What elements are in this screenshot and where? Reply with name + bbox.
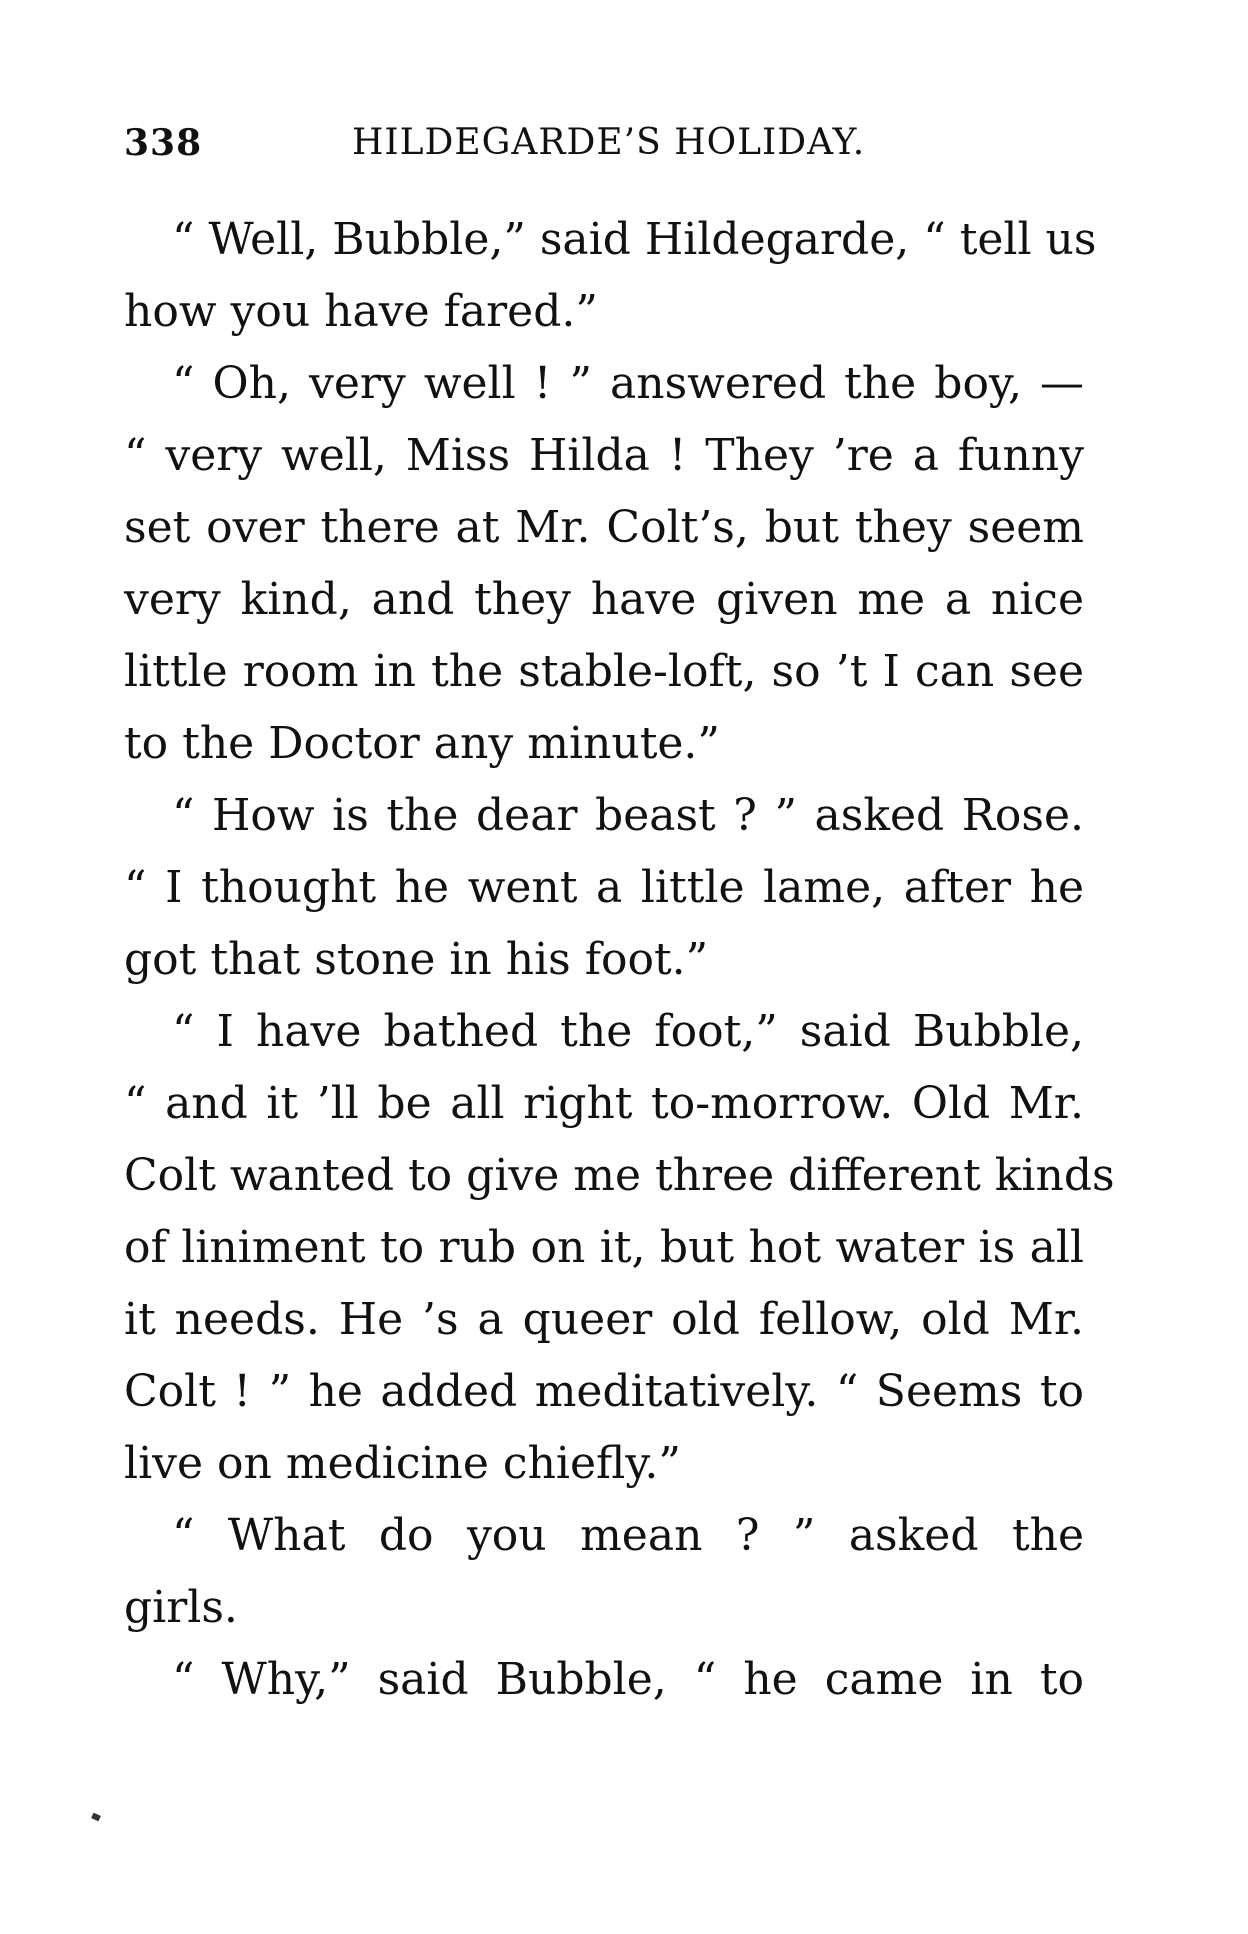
- text-line: “ very well, Miss Hilda ! They ’re a funny: [124, 430, 1084, 481]
- text-line: “ Oh, very well ! ” answered the boy, —: [172, 358, 1084, 409]
- body-text: [124, 204, 1115, 1716]
- text-line: “ I thought he went a little lame, after he: [124, 862, 1084, 913]
- text-line: very kind, and they have given me a nice: [124, 574, 1084, 625]
- text-line: of liniment to rub on it, but hot water is all: [124, 1222, 1084, 1273]
- text-line: “ Why,” said Bubble, “ he came in to: [172, 1654, 1084, 1705]
- running-title: HILDEGARDE’S HOLIDAY.: [352, 122, 866, 163]
- text-line: it needs. He ’s a queer old fellow, old Mr.: [124, 1294, 1084, 1345]
- text-line: got that stone in his foot.”: [124, 934, 709, 985]
- text-line: “ and it ’ll be all right to-morrow. Old Mr.: [124, 1078, 1084, 1129]
- text-line: “ What do you mean ? ” asked the: [172, 1510, 1084, 1561]
- text-line: set over there at Mr. Colt’s, but they seem: [124, 502, 1084, 553]
- text-line: live on medicine chiefly.”: [124, 1438, 681, 1489]
- text-line: Colt wanted to give me three different kinds: [124, 1150, 1115, 1201]
- text-line: girls.: [124, 1582, 238, 1633]
- text-line: to the Doctor any minute.”: [124, 718, 720, 769]
- text-line: “ Well, Bubble,” said Hildegarde, “ tell us: [172, 214, 1097, 265]
- text-line: “ How is the dear beast ? ” asked Rose.: [172, 790, 1084, 841]
- page-number: 338: [124, 122, 203, 164]
- text-line: “ I have bathed the foot,” said Bubble,: [172, 1006, 1084, 1057]
- text-line: Colt ! ” he added meditatively. “ Seems to: [124, 1366, 1084, 1417]
- scan-speck: [91, 1813, 101, 1822]
- page-header: [124, 122, 1104, 172]
- text-line: little room in the stable-loft, so ’t I can see: [124, 646, 1084, 697]
- text-line: how you have fared.”: [124, 286, 598, 337]
